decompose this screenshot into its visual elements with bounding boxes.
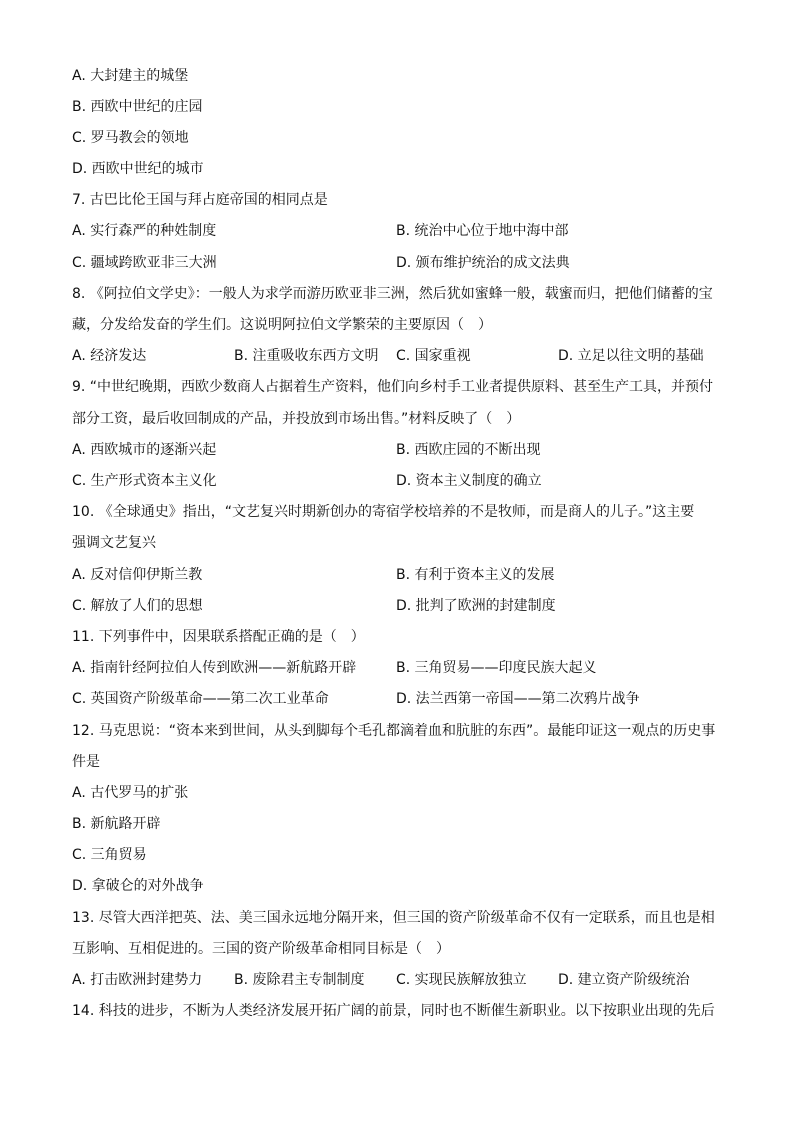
q12-option-d: D. 拿破仑的对外战争: [72, 878, 204, 894]
q6-option-a: A. 大封建主的城堡: [72, 68, 189, 84]
q8-option-b: B. 注重吸收东西方文明: [234, 348, 379, 364]
q10-option-a: A. 反对信仰伊斯兰教: [72, 567, 203, 583]
q13-option-c: C. 实现民族解放独立: [396, 972, 527, 988]
q10-stem-line1: 10. 《全球通史》指出，“文艺复兴时期新创办的寄宿学校培养的不是牧师，而是商人的儿子。”这主要: [72, 504, 695, 520]
q7-option-a: A. 实行森严的种姓制度: [72, 223, 217, 239]
q9-stem-line1: 9. “中世纪晚期，西欧少数商人占据着生产资料，他们向乡村手工业者提供原料、甚至生产工具，并预付: [72, 379, 714, 395]
q7-stem: 7. 古巴比伦王国与拜占庭帝国的相同点是: [72, 192, 328, 208]
q9-option-a: A. 西欧城市的逐渐兴起: [72, 442, 217, 458]
q8-option-d: D. 立足以往文明的基础: [558, 348, 704, 364]
q13-stem-line2: 互影响、互相促进的。三国的资产阶级革命相同目标是（ ）: [72, 941, 450, 957]
q13-option-d: D. 建立资产阶级统治: [558, 972, 690, 988]
q11-option-b: B. 三角贸易——印度民族大起义: [396, 660, 597, 676]
q11-option-a: A. 指南针经阿拉伯人传到欧洲——新航路开辟: [72, 660, 357, 676]
q11-option-d: D. 法兰西第一帝国——第二次鸦片战争: [396, 691, 640, 707]
q7-option-b: B. 统治中心位于地中海中部: [396, 223, 569, 239]
q12-option-c: C. 三角贸易: [72, 847, 147, 863]
q9-option-d: D. 资本主义制度的确立: [396, 473, 542, 489]
q7-option-d: D. 颁布维护统治的成文法典: [396, 255, 570, 271]
q8-stem-line2: 藏，分发给发奋的学生们。这说明阿拉伯文学繁荣的主要原因（ ）: [72, 317, 492, 333]
q10-stem-line2: 强调文艺复兴: [72, 535, 156, 551]
q11-stem: 11. 下列事件中，因果联系搭配正确的是（ ）: [72, 629, 365, 645]
q6-option-d: D. 西欧中世纪的城市: [72, 161, 204, 177]
q8-option-a: A. 经济发达: [72, 348, 147, 364]
q11-option-c: C. 英国资产阶级革命——第二次工业革命: [72, 691, 329, 707]
q13-option-b: B. 废除君主专制制度: [234, 972, 365, 988]
q12-option-a: A. 古代罗马的扩张: [72, 785, 189, 801]
q7-option-c: C. 疆域跨欧亚非三大洲: [72, 255, 217, 271]
q10-option-d: D. 批判了欧洲的封建制度: [396, 598, 556, 614]
q9-option-b: B. 西欧庄园的不断出现: [396, 442, 541, 458]
q9-stem-line2: 部分工资，最后收回制成的产品，并投放到市场出售。”材料反映了（ ）: [72, 411, 521, 427]
q8-stem-line1: 8. 《阿拉伯文学史》：一般人为求学而游历欧亚非三洲，然后犹如蜜蜂一般，载蜜而归，把他们储蓄的宝: [72, 286, 713, 302]
q13-option-a: A. 打击欧洲封建势力: [72, 972, 203, 988]
q9-option-c: C. 生产形式资本主义化: [72, 473, 217, 489]
q14-stem-line1: 14. 科技的进步，不断为人类经济发展开拓广阔的前景，同时也不断催生新职业。以下按职业出现的先后: [72, 1003, 715, 1019]
q8-option-c: C. 国家重视: [396, 348, 471, 364]
q10-option-b: B. 有利于资本主义的发展: [396, 567, 555, 583]
q12-stem-line2: 件是: [72, 754, 100, 770]
q6-option-c: C. 罗马教会的领地: [72, 130, 189, 146]
q13-stem-line1: 13. 尽管大西洋把英、法、美三国永远地分隔开来，但三国的资产阶级革命不仅有一定联系，而且也是相: [72, 910, 715, 926]
q6-option-b: B. 西欧中世纪的庄园: [72, 99, 203, 115]
q12-stem-line1: 12. 马克思说：“资本来到世间，从头到脚每个毛孔都滴着血和肮脏的东西”。最能印证这一观点的历史事: [72, 723, 716, 739]
q12-option-b: B. 新航路开辟: [72, 816, 161, 832]
q10-option-c: C. 解放了人们的思想: [72, 598, 203, 614]
